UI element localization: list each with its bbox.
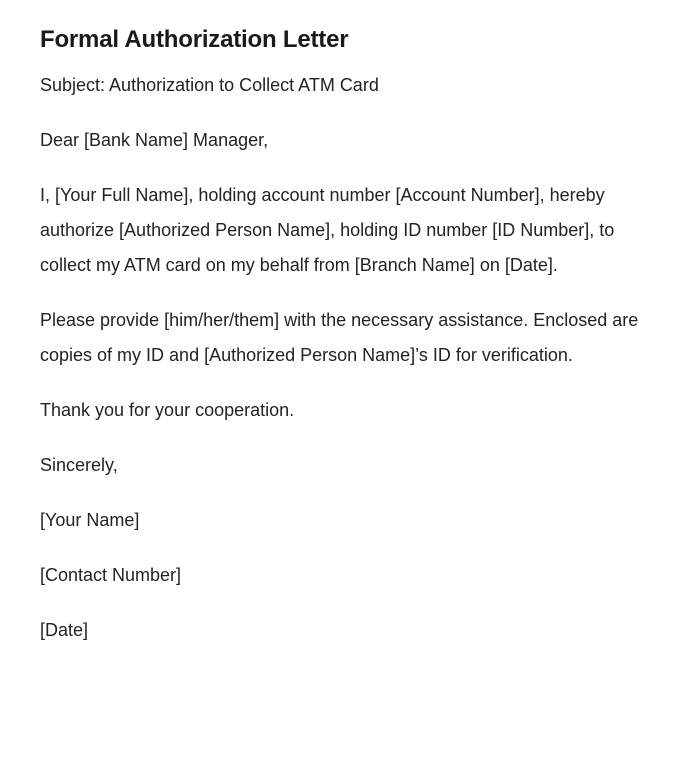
salutation: Dear [Bank Name] Manager, <box>40 130 269 150</box>
thanks-line: Thank you for your cooperation. <box>40 400 295 420</box>
signature-name: [Your Name] <box>40 510 140 530</box>
subject-line: Subject: Authorization to Collect ATM Card <box>40 75 379 95</box>
page-title: Formal Authorization Letter <box>40 26 349 53</box>
authorization-body: I, [Your Full Name], holding account number [Account Number], hereby authorize [Authorized Person Name], holding ID number [ID Number], to collect my ATM card on my behalf from [Branch Name] on [Date]. <box>40 185 615 275</box>
assistance-body: Please provide [him/her/them] with the necessary assistance. Enclosed are copies of my ID and [Authorized Person Name]’s ID for verification. <box>40 310 639 365</box>
signature-date: [Date] <box>40 620 89 640</box>
contact-number: [Contact Number] <box>40 565 182 585</box>
closing-line: Sincerely, <box>40 455 118 475</box>
letter-body <box>40 68 640 648</box>
